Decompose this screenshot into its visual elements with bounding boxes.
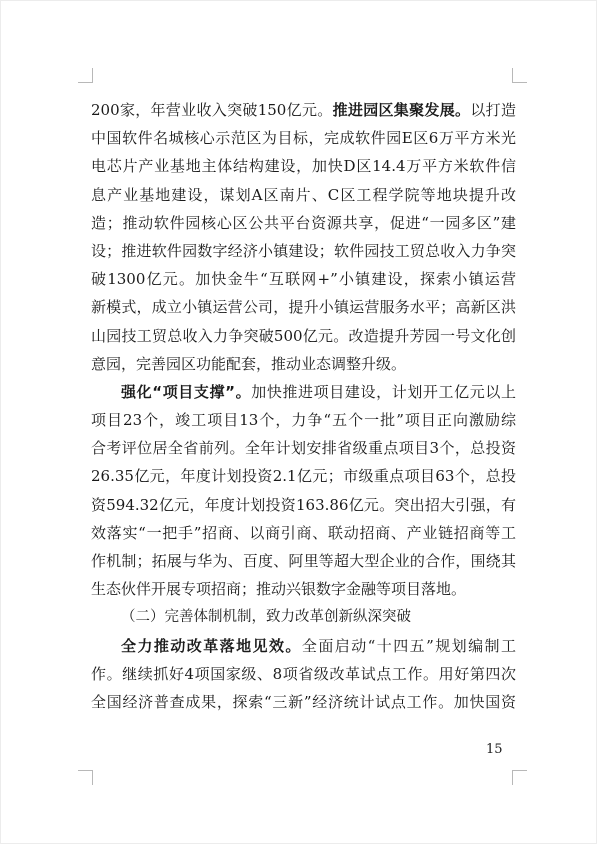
- crop-mark-top-left: [78, 68, 93, 83]
- text-line: 作机制；拓展与华为、百度、阿里等超大型企业的合作，围绕其: [91, 552, 516, 570]
- text-line: 息产业基地建设，谋划A区南片、C区工程学院等地块提升改: [91, 185, 516, 204]
- crop-mark-bottom-left: [78, 770, 93, 785]
- bold-phrase: 强化“项目支撑”。: [121, 382, 252, 401]
- text-line: 造；推动软件园核心区公共平台资源共享，促进“一园多区”建: [91, 213, 516, 232]
- text-line: 生态伙伴开展专项招商；推动兴银数字金融等项目落地。: [91, 580, 467, 599]
- crop-mark-bottom-right: [512, 770, 527, 785]
- text-line: 200家，年营业收入突破150亿元。推进园区集聚发展。以打造: [91, 101, 516, 119]
- text-line: 效落实“一把手”招商、以商引商、联动招商、产业链招商等工: [91, 523, 516, 542]
- text-line: 合考评位居全省前列。全年计划安排省级重点项目3个，总投资: [91, 439, 516, 458]
- text-line: 项目23个，竣工项目13个，力争“五个一批”项目正向激励综: [91, 411, 516, 430]
- crop-mark-top-right: [512, 68, 527, 83]
- text-line: 意园，完善园区功能配套，推动业态调整升级。: [91, 354, 407, 373]
- page-number: 15: [486, 742, 503, 757]
- section-heading: （二）完善体制机制，致力改革创新纵深突破: [121, 609, 411, 626]
- text-line: 中国软件名城核心示范区为目标，完成软件园E区6万平方米光: [91, 129, 516, 148]
- text-line: 电芯片产业基地主体结构建设，加快D区14.4万平方米软件信: [91, 157, 516, 176]
- text-line: 设；推进软件园数字经济小镇建设；软件园技工贸总收入力争突: [91, 241, 516, 260]
- text-line: 全国经济普查成果，探索“三新”经济统计试点工作。加快国资: [91, 692, 516, 711]
- text-line: 26.35亿元，年度计划投资2.1亿元；市级重点项目63个，总投: [91, 467, 516, 486]
- text-line: 作。继续抓好4项国家级、8项省级改革试点工作。用好第四次: [91, 664, 516, 683]
- text-line: 破1300亿元。加快金牛“互联网+”小镇建设，探索小镇运营: [91, 270, 516, 289]
- text-line: 全力推动改革落地见效。全面启动“十四五”规划编制工: [121, 636, 516, 655]
- text-line: 强化“项目支撑”。加快推进项目建设，计划开工亿元以上: [121, 382, 516, 401]
- text-line: 山园技工贸总收入力争突破500亿元。改造提升芳园一号文化创: [91, 326, 516, 345]
- bold-phrase: 推进园区集聚发展。: [332, 101, 471, 119]
- document-body: [91, 96, 516, 716]
- text-line: 资594.32亿元，年度计划投资163.86亿元。突出招大引强，有: [91, 495, 516, 514]
- bold-phrase: 全力推动改革落地见效。: [121, 636, 302, 655]
- text-line: 新模式，成立小镇运营公司，提升小镇运营服务水平；高新区洪: [91, 298, 516, 317]
